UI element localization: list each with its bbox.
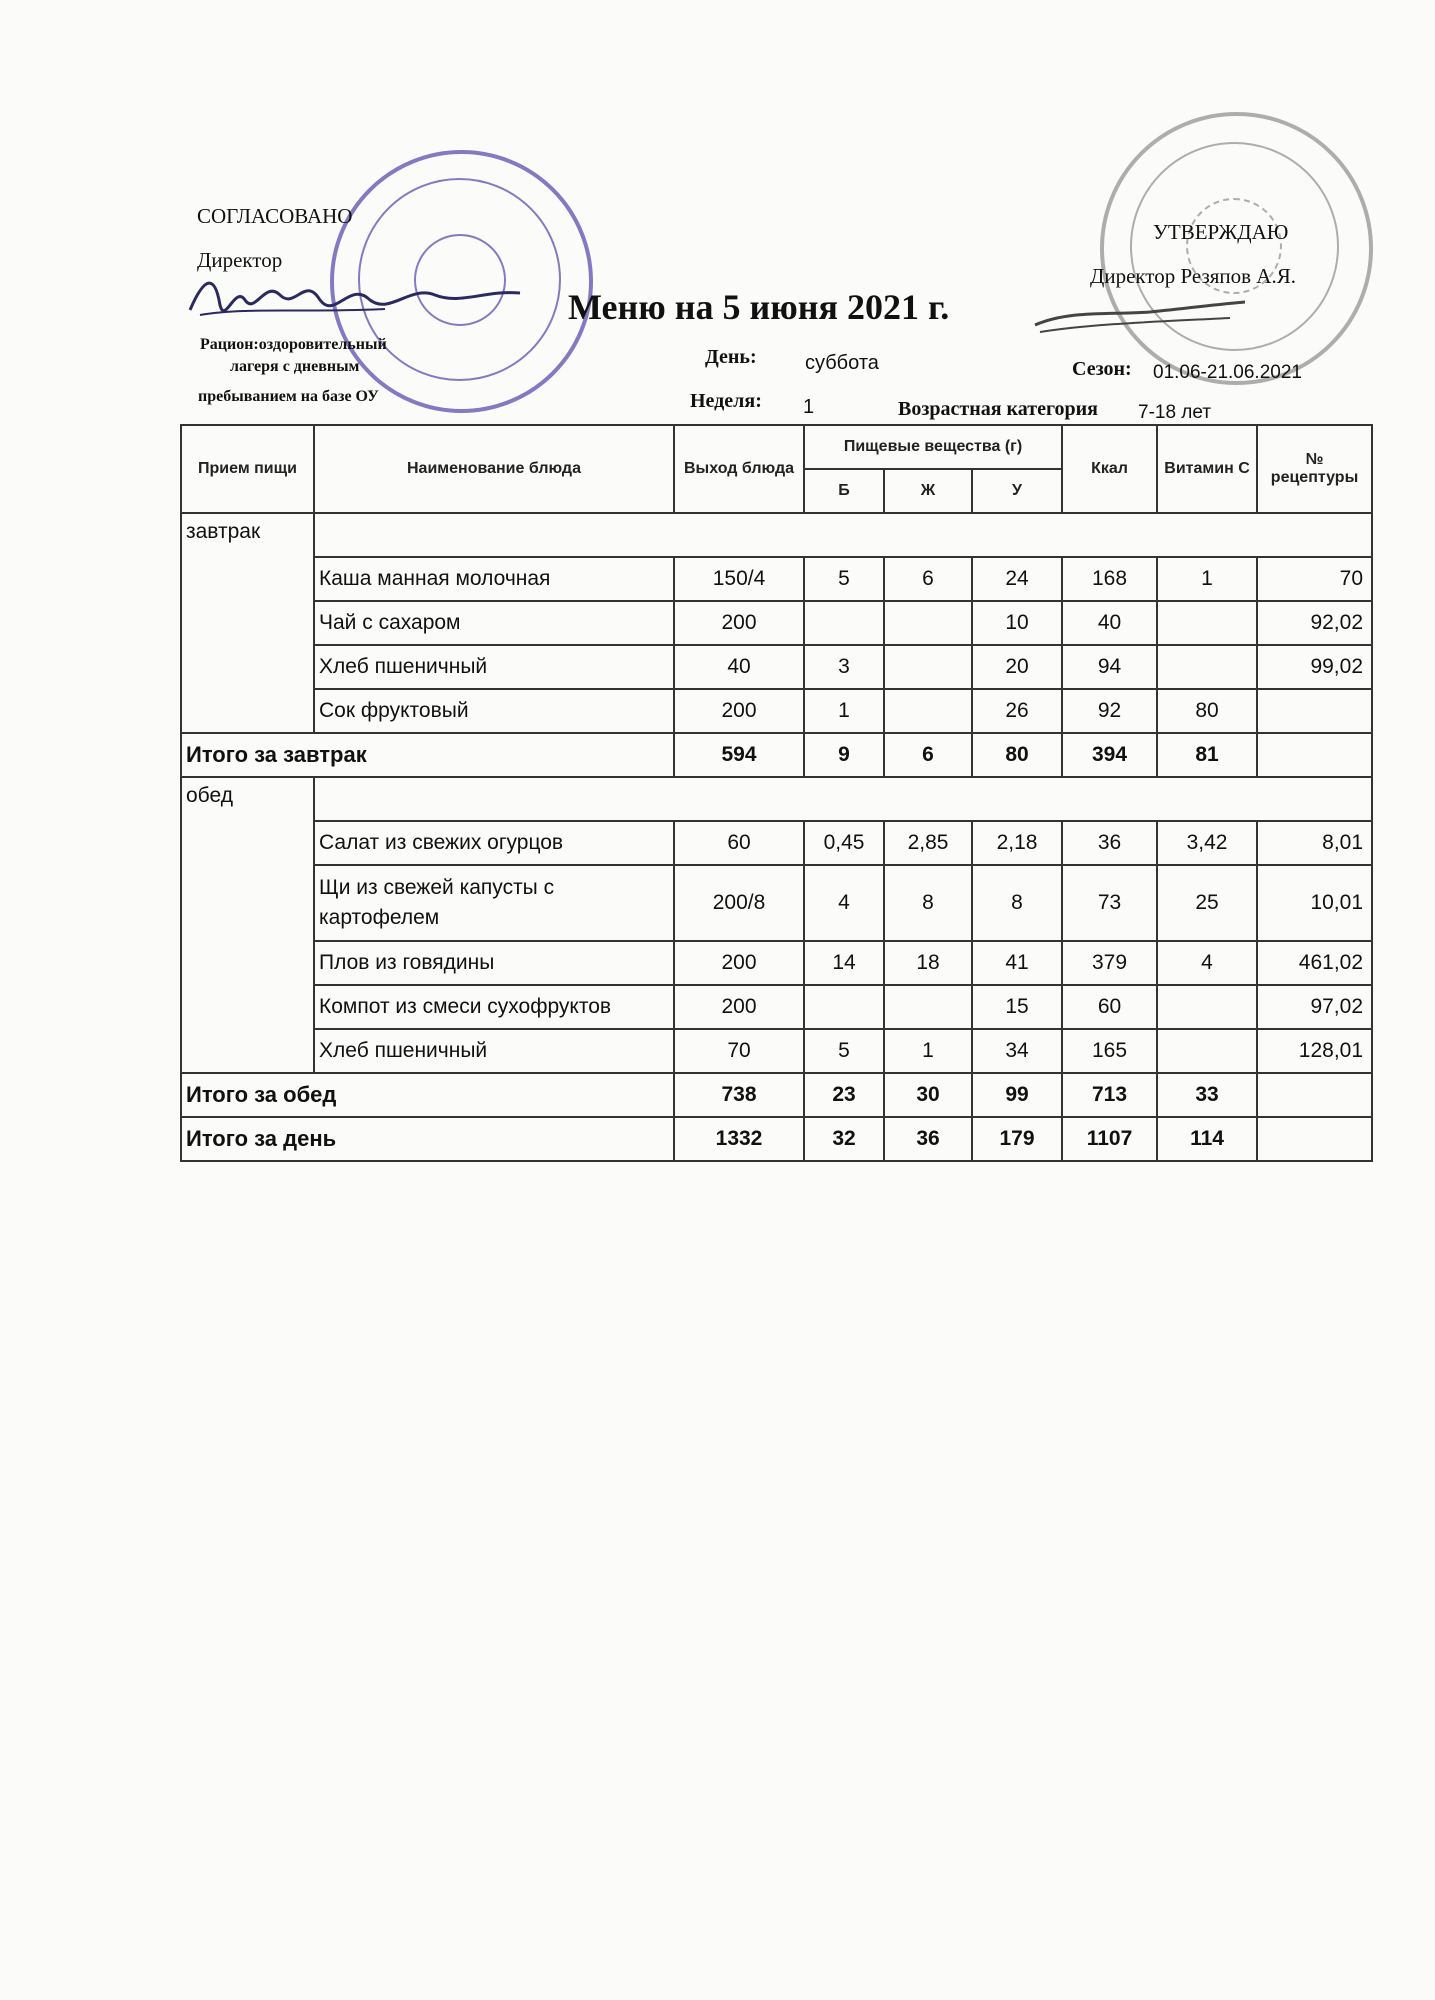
- dish-zh: [884, 601, 972, 645]
- dish-vitc: 25: [1157, 865, 1257, 941]
- signature-right: [1030, 290, 1250, 340]
- dish-zh: [884, 645, 972, 689]
- total-label: Итого за обед: [181, 1073, 674, 1117]
- dish-kcal: 379: [1062, 941, 1157, 985]
- dish-name: Чай с сахаром: [314, 601, 674, 645]
- total-label: Итого за день: [181, 1117, 674, 1161]
- table-row: [181, 689, 1372, 733]
- total-u: 179: [972, 1117, 1062, 1161]
- total-zh: 30: [884, 1073, 972, 1117]
- agreed-label: СОГЛАСОВАНО: [197, 204, 353, 228]
- ration-line1: Рацион:оздоровительный: [200, 336, 387, 353]
- col-dish-header: Наименование блюда: [314, 425, 674, 513]
- col-u-header: У: [972, 469, 1062, 513]
- dish-b: 14: [804, 941, 884, 985]
- table-row: [181, 557, 1372, 601]
- dish-kcal: 92: [1062, 689, 1157, 733]
- dish-b: 3: [804, 645, 884, 689]
- table-row: [181, 941, 1372, 985]
- total-b: 32: [804, 1117, 884, 1161]
- col-zh-header: Ж: [884, 469, 972, 513]
- dish-kcal: 73: [1062, 865, 1157, 941]
- dish-vitc: 1: [1157, 557, 1257, 601]
- dish-name: Щи из свежей капусты с картофелем: [314, 865, 674, 941]
- dish-vitc: [1157, 985, 1257, 1029]
- dish-name: Хлеб пшеничный: [314, 1029, 674, 1073]
- dish-yield: 200: [674, 941, 804, 985]
- day-total-row: [181, 1117, 1372, 1161]
- seal-stamp-right: [1100, 112, 1373, 385]
- dish-vitc: [1157, 645, 1257, 689]
- total-label: Итого за завтрак: [181, 733, 674, 777]
- day-label: День:: [705, 346, 757, 368]
- season-value: 01.06-21.06.2021: [1153, 362, 1302, 383]
- dish-vitc: 4: [1157, 941, 1257, 985]
- col-meal-header: Прием пищи: [181, 425, 314, 513]
- dish-name: Хлеб пшеничный: [314, 645, 674, 689]
- dish-u: 20: [972, 645, 1062, 689]
- dish-u: 2,18: [972, 821, 1062, 865]
- week-value: 1: [803, 396, 815, 418]
- dish-yield: 200/8: [674, 865, 804, 941]
- dish-u: 41: [972, 941, 1062, 985]
- total-vitc: 33: [1157, 1073, 1257, 1117]
- col-vitc-header: Витамин С: [1157, 425, 1257, 513]
- col-b-header: Б: [804, 469, 884, 513]
- dish-name: Салат из свежих огурцов: [314, 821, 674, 865]
- dish-yield: 200: [674, 601, 804, 645]
- total-b: 9: [804, 733, 884, 777]
- meal-breakfast-label: завтрак: [181, 513, 314, 733]
- dish-recipe: 128,01: [1257, 1029, 1372, 1073]
- dish-b: 1: [804, 689, 884, 733]
- total-u: 80: [972, 733, 1062, 777]
- table-row: [181, 821, 1372, 865]
- dish-vitc: [1157, 1029, 1257, 1073]
- dish-zh: [884, 985, 972, 1029]
- approve-label: УТВЕРЖДАЮ: [1153, 220, 1289, 244]
- total-yield: 594: [674, 733, 804, 777]
- ration-line3: пребыванием на базе ОУ: [198, 388, 379, 405]
- total-zh: 6: [884, 733, 972, 777]
- dish-recipe: 97,02: [1257, 985, 1372, 1029]
- dish-yield: 60: [674, 821, 804, 865]
- dish-kcal: 94: [1062, 645, 1157, 689]
- dish-recipe: 92,02: [1257, 601, 1372, 645]
- dish-recipe: 70: [1257, 557, 1372, 601]
- dish-b: 5: [804, 1029, 884, 1073]
- page-title: Меню на 5 июня 2021 г.: [568, 287, 950, 327]
- dish-yield: 70: [674, 1029, 804, 1073]
- dish-b: 0,45: [804, 821, 884, 865]
- table-row: [181, 985, 1372, 1029]
- dish-vitc: [1157, 601, 1257, 645]
- table-row: [181, 865, 1372, 941]
- col-recipe-header: № рецептуры: [1257, 425, 1372, 513]
- dish-b: [804, 985, 884, 1029]
- dish-zh: 18: [884, 941, 972, 985]
- dish-yield: 200: [674, 689, 804, 733]
- total-yield: 1332: [674, 1117, 804, 1161]
- total-u: 99: [972, 1073, 1062, 1117]
- dish-kcal: 165: [1062, 1029, 1157, 1073]
- total-zh: 36: [884, 1117, 972, 1161]
- dish-kcal: 168: [1062, 557, 1157, 601]
- dish-b: [804, 601, 884, 645]
- age-value: 7-18 лет: [1138, 402, 1212, 423]
- table-row: [181, 777, 1372, 821]
- total-kcal: 713: [1062, 1073, 1157, 1117]
- dish-yield: 40: [674, 645, 804, 689]
- col-yield-header: Выход блюда: [674, 425, 804, 513]
- dish-zh: 8: [884, 865, 972, 941]
- dish-vitc: 3,42: [1157, 821, 1257, 865]
- dish-recipe: 10,01: [1257, 865, 1372, 941]
- dish-kcal: 40: [1062, 601, 1157, 645]
- total-kcal: 394: [1062, 733, 1157, 777]
- week-label: Неделя:: [690, 390, 762, 412]
- dish-recipe: [1257, 689, 1372, 733]
- dish-u: 8: [972, 865, 1062, 941]
- day-value: суббота: [805, 352, 879, 374]
- col-kcal-header: Ккал: [1062, 425, 1157, 513]
- dish-kcal: 36: [1062, 821, 1157, 865]
- table-row: [181, 513, 1372, 557]
- dish-b: 4: [804, 865, 884, 941]
- dish-yield: 150/4: [674, 557, 804, 601]
- dish-u: 24: [972, 557, 1062, 601]
- dish-vitc: 80: [1157, 689, 1257, 733]
- breakfast-total-row: [181, 733, 1372, 777]
- menu-table: [180, 424, 1373, 1162]
- director-left-label: Директор: [197, 248, 283, 272]
- dish-zh: 6: [884, 557, 972, 601]
- dish-name: Компот из смеси сухофруктов: [314, 985, 674, 1029]
- dish-kcal: 60: [1062, 985, 1157, 1029]
- dish-recipe: 461,02: [1257, 941, 1372, 985]
- total-vitc: 81: [1157, 733, 1257, 777]
- dish-zh: [884, 689, 972, 733]
- dish-u: 10: [972, 601, 1062, 645]
- ration-line2: лагеря с дневным: [230, 358, 360, 375]
- age-label: Возрастная категория: [898, 398, 1098, 420]
- table-row: [181, 601, 1372, 645]
- season-label: Сезон:: [1072, 358, 1132, 380]
- total-b: 23: [804, 1073, 884, 1117]
- dish-u: 34: [972, 1029, 1062, 1073]
- meal-lunch-label: обед: [181, 777, 314, 1073]
- dish-name: Сок фруктовый: [314, 689, 674, 733]
- table-row: [181, 645, 1372, 689]
- dish-zh: 1: [884, 1029, 972, 1073]
- dish-recipe: 8,01: [1257, 821, 1372, 865]
- dish-b: 5: [804, 557, 884, 601]
- lunch-total-row: [181, 1073, 1372, 1117]
- dish-name: Каша манная молочная: [314, 557, 674, 601]
- dish-u: 26: [972, 689, 1062, 733]
- col-nutrients-header: Пищевые вещества (г): [804, 425, 1062, 469]
- director-right-label: Директор Резяпов А.Я.: [1090, 264, 1296, 288]
- total-yield: 738: [674, 1073, 804, 1117]
- dish-name: Плов из говядины: [314, 941, 674, 985]
- total-kcal: 1107: [1062, 1117, 1157, 1161]
- dish-yield: 200: [674, 985, 804, 1029]
- dish-recipe: 99,02: [1257, 645, 1372, 689]
- dish-u: 15: [972, 985, 1062, 1029]
- total-vitc: 114: [1157, 1117, 1257, 1161]
- table-row: [181, 1029, 1372, 1073]
- dish-zh: 2,85: [884, 821, 972, 865]
